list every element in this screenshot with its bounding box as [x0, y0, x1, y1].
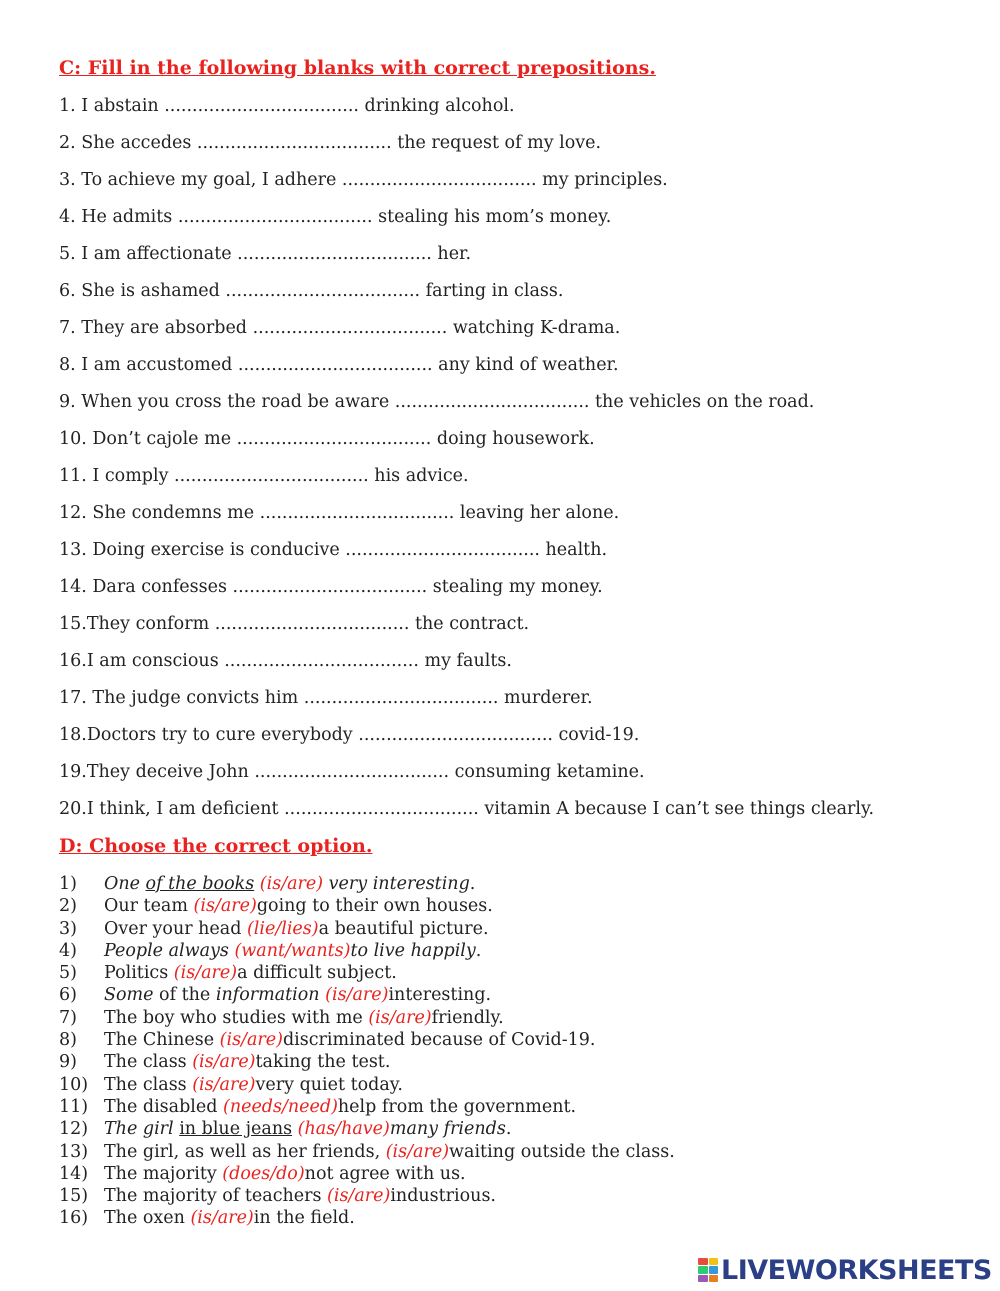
- question-c-2: 2. She accedes ................................... the request of my love.: [59, 133, 602, 153]
- question-c-16: 16.I am conscious ................................... my faults.: [59, 651, 512, 671]
- question-number: 4): [59, 940, 77, 961]
- text-segment: Over your head: [104, 918, 247, 939]
- answer-options[interactable]: (is/are): [259, 874, 324, 894]
- question-number: 1): [59, 874, 77, 894]
- text-segment: The class: [104, 1052, 193, 1073]
- question-text: [104, 1051, 390, 1073]
- answer-options[interactable]: (is/are): [368, 1007, 432, 1028]
- text-segment: friendly.: [431, 1007, 504, 1028]
- answer-options[interactable]: (want/wants): [234, 940, 351, 961]
- text-segment: help from the government.: [337, 1096, 577, 1117]
- question-c-11: 11. I comply ................................... his advice.: [59, 466, 469, 486]
- question-text: [104, 1141, 675, 1163]
- question-text: [104, 918, 489, 940]
- question-c-19: 19.They deceive John ................................... consuming ketamine.: [59, 762, 645, 782]
- text-segment: The girl: [104, 1119, 180, 1140]
- text-segment: industrious.: [390, 1186, 496, 1207]
- question-c-17: 17. The judge convicts him ................................... murderer.: [59, 688, 593, 708]
- text-segment: interesting.: [388, 985, 492, 1006]
- logo-tile: [698, 1266, 708, 1273]
- question-text: [104, 1118, 511, 1140]
- text-segment: .: [505, 1119, 512, 1140]
- question-text: [104, 1163, 466, 1185]
- logo-text: LIVEWORKSHEETS: [721, 1254, 992, 1286]
- liveworksheets-logo[interactable]: [698, 1256, 992, 1284]
- logo-tile: [709, 1275, 719, 1282]
- text-segment: Some: [104, 985, 154, 1006]
- answer-options[interactable]: (is/are): [193, 896, 257, 917]
- question-c-13: 13. Doing exercise is conducive ................................... health.: [59, 540, 608, 560]
- text-segment: The girl, as well as her friends,: [104, 1141, 386, 1162]
- section-c-heading: C: Fill in the following blanks with correct prepositions.: [59, 57, 656, 79]
- text-segment: One: [104, 874, 146, 894]
- question-number: 12): [59, 1119, 89, 1140]
- question-c-5: 5. I am affectionate ................................... her.: [59, 244, 472, 264]
- answer-options[interactable]: (needs/need): [223, 1096, 338, 1117]
- logo-tile: [698, 1258, 708, 1265]
- question-number: 8): [59, 1030, 77, 1051]
- question-text: [104, 1207, 355, 1229]
- question-number: 10): [59, 1074, 89, 1095]
- question-text: [104, 940, 481, 962]
- question-number: 16): [59, 1208, 89, 1229]
- question-number: 6): [59, 985, 77, 1006]
- text-segment: The class: [104, 1074, 193, 1095]
- answer-options[interactable]: (is/are): [325, 985, 389, 1006]
- answer-options[interactable]: (does/do): [222, 1163, 305, 1184]
- text-segment: discriminated because of Covid-19.: [282, 1030, 596, 1051]
- question-text: [104, 984, 491, 1006]
- answer-options[interactable]: (is/are): [192, 1052, 256, 1073]
- answer-options[interactable]: (is/are): [219, 1030, 283, 1051]
- text-segment: Our team: [104, 896, 194, 917]
- question-c-8: 8. I am accustomed ................................... any kind of weather.: [59, 355, 619, 375]
- question-number: 15): [59, 1186, 89, 1207]
- question-text: [104, 1074, 403, 1096]
- section-d-heading: D: Choose the correct option.: [59, 835, 373, 857]
- question-c-20: 20.I think, I am deficient ................................... vitamin A because I can’t see things clearly.: [59, 799, 875, 819]
- text-segment: The oxen: [104, 1208, 191, 1229]
- question-text: [104, 1007, 504, 1029]
- text-segment: taking the test.: [255, 1052, 391, 1073]
- question-c-3: 3. To achieve my goal, I adhere ................................... my principles.: [59, 170, 668, 190]
- question-number: 11): [59, 1096, 89, 1117]
- question-text: [104, 895, 493, 917]
- liveworksheets-logo-icon: [698, 1258, 718, 1282]
- text-segment: in blue jeans: [179, 1119, 293, 1140]
- question-c-1: 1. I abstain ................................... drinking alcohol.: [59, 96, 515, 116]
- question-text: [104, 1029, 595, 1051]
- answer-options[interactable]: (has/have): [297, 1119, 390, 1140]
- question-text: [104, 1185, 496, 1207]
- question-number: 13): [59, 1141, 89, 1162]
- question-text: [104, 873, 475, 895]
- text-segment: information: [215, 985, 320, 1006]
- answer-options[interactable]: (is/are): [385, 1141, 450, 1162]
- text-segment: very quiet today.: [255, 1074, 403, 1095]
- text-segment: waiting outside the class.: [449, 1141, 675, 1162]
- text-segment: of the: [153, 985, 216, 1006]
- text-segment: The disabled: [104, 1096, 223, 1117]
- question-text: [104, 962, 397, 984]
- text-segment: The majority: [104, 1163, 223, 1184]
- question-number: 9): [59, 1052, 77, 1073]
- text-segment: many friends: [389, 1119, 506, 1140]
- question-number: 14): [59, 1163, 89, 1184]
- question-number: 3): [59, 918, 77, 939]
- logo-tile: [709, 1266, 719, 1273]
- question-number: 7): [59, 1007, 77, 1028]
- text-segment: The boy who studies with me: [104, 1007, 369, 1028]
- text-segment: The majority of teachers: [104, 1186, 328, 1207]
- question-number: 2): [59, 896, 77, 917]
- text-segment: a difficult subject.: [237, 963, 397, 984]
- answer-options[interactable]: (is/are): [327, 1186, 391, 1207]
- logo-tile: [698, 1275, 708, 1282]
- question-c-14: 14. Dara confesses ................................... stealing my money.: [59, 577, 603, 597]
- question-c-15: 15.They conform ................................... the contract.: [59, 614, 530, 634]
- question-text: [104, 1096, 576, 1118]
- text-segment: Politics: [104, 963, 174, 984]
- text-segment: very interesting: [323, 874, 470, 894]
- logo-tile: [709, 1258, 719, 1265]
- answer-options[interactable]: (is/are): [192, 1074, 256, 1095]
- answer-options[interactable]: (is/are): [190, 1208, 254, 1229]
- text-segment: not agree with us.: [304, 1163, 466, 1184]
- text-segment: going to their own houses.: [256, 896, 493, 917]
- answer-options[interactable]: (lie/lies): [246, 918, 319, 939]
- text-segment: .: [475, 940, 482, 961]
- answer-options[interactable]: (is/are): [173, 963, 238, 984]
- question-c-4: 4. He admits ................................... stealing his mom’s money.: [59, 207, 612, 227]
- question-c-9: 9. When you cross the road be aware ................................... the vehicles on the road.: [59, 392, 815, 412]
- question-c-12: 12. She condemns me ................................... leaving her alone.: [59, 503, 620, 523]
- section-c-list: [59, 92, 874, 832]
- text-segment: to live happily: [350, 940, 476, 961]
- question-c-6: 6. She is ashamed ................................... farting in class.: [59, 281, 564, 301]
- text-segment: in the field.: [253, 1208, 355, 1229]
- text-segment: .: [469, 874, 476, 894]
- question-number: 5): [59, 963, 77, 984]
- text-segment: a beautiful picture.: [318, 918, 489, 939]
- text-segment: The Chinese: [104, 1030, 220, 1051]
- text-segment: of the books: [145, 874, 255, 894]
- text-segment: People always: [104, 940, 235, 961]
- question-c-18: 18.Doctors try to cure everybody ................................... covid-19.: [59, 725, 640, 745]
- question-c-10: 10. Don’t cajole me ................................... doing housework.: [59, 429, 595, 449]
- question-c-7: 7. They are absorbed ................................... watching K-drama.: [59, 318, 621, 338]
